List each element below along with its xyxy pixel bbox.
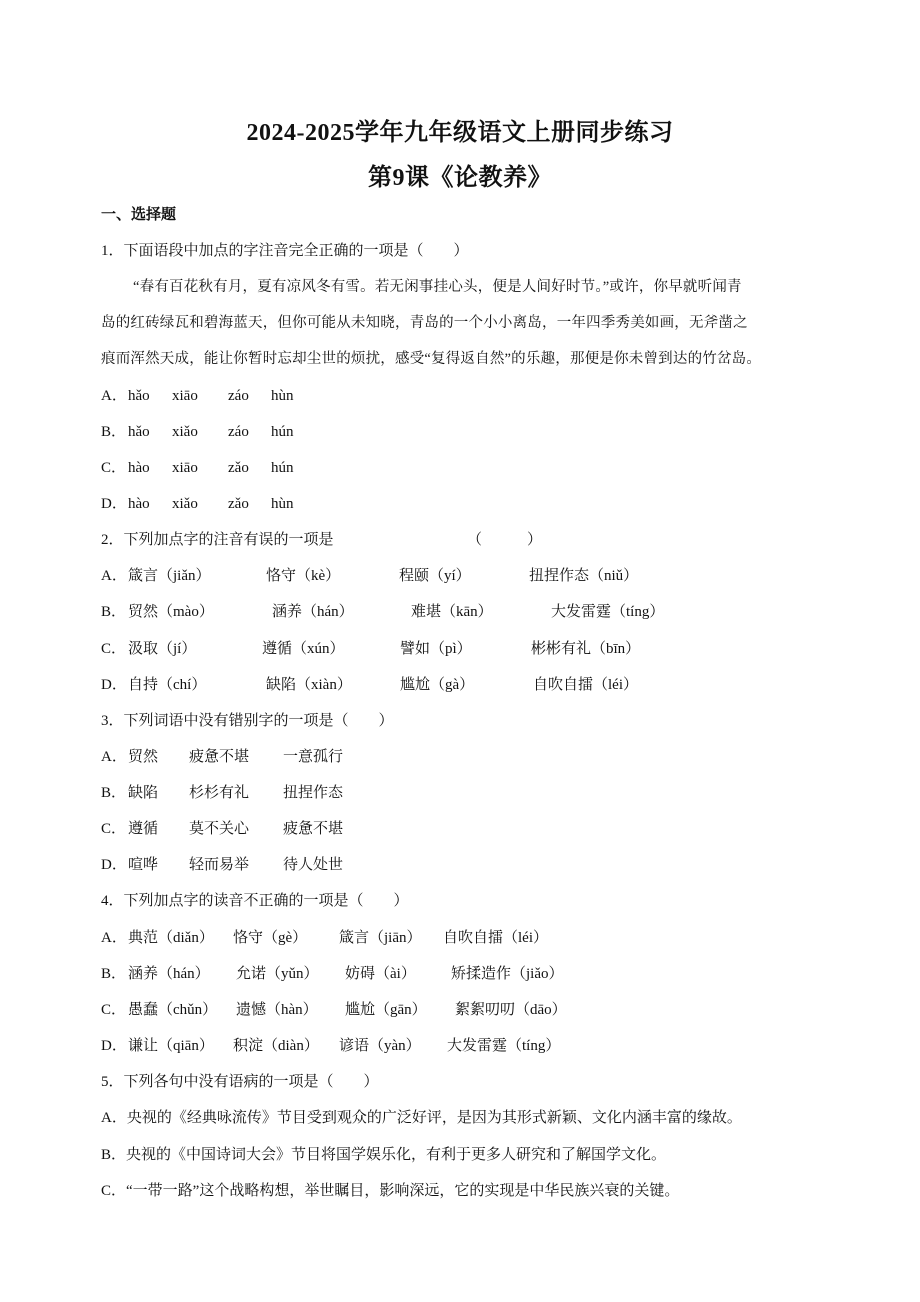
q4-option-b[interactable] bbox=[101, 964, 564, 984]
option-cell: 杉杉有礼 bbox=[189, 785, 250, 801]
option-label: B． bbox=[101, 604, 127, 620]
section-heading: 一、选择题 bbox=[101, 207, 177, 223]
option-cell: 彬彬有礼（bīn） bbox=[531, 641, 641, 657]
option-cell: 恪守（kè） bbox=[266, 568, 341, 584]
q1-option-a[interactable] bbox=[101, 386, 294, 406]
option-cell: 疲惫不堪 bbox=[283, 821, 344, 837]
question-1-stem: 1．下面语段中加点的字注音完全正确的一项是（ ） bbox=[101, 243, 469, 259]
option-cell: 箴言（jiān） bbox=[339, 930, 422, 946]
option-cell: 典范（diǎn） bbox=[128, 930, 214, 946]
q5-option-c[interactable]: C．“一带一路”这个战略构想，举世瞩目，影响深远，它的实现是中华民族兴衰的关键。 bbox=[101, 1183, 680, 1199]
option-cell: záo bbox=[228, 388, 249, 404]
option-cell: 絮絮叨叨（dāo） bbox=[455, 1002, 567, 1018]
q4-option-a[interactable] bbox=[101, 928, 548, 948]
option-cell: 扭捏作态 bbox=[283, 785, 344, 801]
option-cell: 尴尬（gān） bbox=[345, 1002, 427, 1018]
option-cell: 一意孤行 bbox=[283, 749, 344, 765]
option-label: C． bbox=[101, 641, 127, 657]
option-label: A． bbox=[101, 388, 127, 404]
option-label: C． bbox=[101, 1002, 127, 1018]
option-cell: 大发雷霆（tíng） bbox=[447, 1038, 561, 1054]
q3-option-d[interactable] bbox=[101, 855, 344, 875]
option-cell: hǎo bbox=[128, 424, 150, 440]
option-cell: 积淀（diàn） bbox=[233, 1038, 319, 1054]
option-cell: hǎo bbox=[128, 388, 150, 404]
q3-option-a[interactable] bbox=[101, 747, 344, 767]
option-cell: 汲取（jí） bbox=[128, 641, 197, 657]
option-cell: 轻而易举 bbox=[189, 857, 250, 873]
option-cell: 允诺（yǔn） bbox=[236, 966, 319, 982]
option-cell: 遵循 bbox=[128, 821, 159, 837]
q1-option-d[interactable] bbox=[101, 494, 294, 514]
q2-option-a[interactable] bbox=[101, 566, 639, 586]
option-label: C． bbox=[101, 460, 127, 476]
option-label: D． bbox=[101, 857, 127, 873]
document-title: 2024-2025学年九年级语文上册同步练习 bbox=[246, 120, 674, 146]
option-label: B． bbox=[101, 785, 127, 801]
option-cell: 妨碍（ài） bbox=[345, 966, 416, 982]
option-cell: hún bbox=[271, 424, 294, 440]
option-cell: 谚语（yàn） bbox=[339, 1038, 421, 1054]
option-cell: 遵循（xún） bbox=[262, 641, 345, 657]
option-cell: xiāo bbox=[172, 460, 198, 476]
option-cell: 程颐（yí） bbox=[399, 568, 471, 584]
option-label: D． bbox=[101, 677, 127, 693]
option-label: B． bbox=[101, 966, 127, 982]
option-label: A． bbox=[101, 568, 127, 584]
option-cell: 愚蠢（chǔn） bbox=[128, 1002, 218, 1018]
option-cell: 疲惫不堪 bbox=[189, 749, 250, 765]
option-label: A． bbox=[101, 749, 127, 765]
option-cell: 自吹自擂（léi） bbox=[533, 677, 638, 693]
passage-line: “春有百花秋有月，夏有凉风冬有雪。若无闲事挂心头，便是人间好时节。”或许，你早就听闻青 bbox=[133, 279, 742, 295]
option-label: A． bbox=[101, 930, 127, 946]
question-4-stem: 4．下列加点字的读音不正确的一项是（ ） bbox=[101, 893, 409, 909]
option-cell: 贸然 bbox=[128, 749, 159, 765]
q5-option-b[interactable]: B．央视的《中国诗词大会》节目将国学娱乐化，有利于更多人研究和了解国学文化。 bbox=[101, 1147, 667, 1163]
option-cell: 缺陷（xiàn） bbox=[266, 677, 352, 693]
q4-option-c[interactable] bbox=[101, 1000, 567, 1020]
q5-option-a[interactable]: A．央视的《经典咏流传》节目受到观众的广泛好评，是因为其形式新颖、文化内涵丰富的缘故。 bbox=[101, 1110, 742, 1126]
option-cell: hùn bbox=[271, 388, 294, 404]
question-3-stem: 3．下列词语中没有错别字的一项是（ ） bbox=[101, 713, 394, 729]
option-cell: 大发雷霆（tíng） bbox=[551, 604, 665, 620]
option-label: C． bbox=[101, 821, 127, 837]
q1-option-b[interactable] bbox=[101, 422, 294, 442]
option-cell: xiǎo bbox=[172, 424, 198, 440]
option-cell: 箴言（jiǎn） bbox=[128, 568, 211, 584]
lesson-title: 第9课《论教养》 bbox=[368, 165, 552, 191]
question-5-stem: 5．下列各句中没有语病的一项是（ ） bbox=[101, 1074, 379, 1090]
option-label: D． bbox=[101, 1038, 127, 1054]
option-cell: zǎo bbox=[228, 460, 249, 476]
option-cell: 自吹自擂（léi） bbox=[443, 930, 548, 946]
passage-line: 岛的红砖绿瓦和碧海蓝天，但你可能从未知晓，青岛的一个小小离岛，一年四季秀美如画，无斧凿之 bbox=[101, 315, 748, 331]
answer-paren: （ ） bbox=[467, 532, 543, 548]
option-cell: 尴尬（gà） bbox=[400, 677, 475, 693]
option-cell: 缺陷 bbox=[128, 785, 159, 801]
q2-option-c[interactable] bbox=[101, 639, 641, 659]
question-2-stem bbox=[101, 530, 543, 550]
option-cell: xiǎo bbox=[172, 496, 198, 512]
question-text: 2．下列加点字的注音有误的一项是 bbox=[101, 532, 334, 548]
option-cell: hún bbox=[271, 460, 294, 476]
option-cell: 自持（chí） bbox=[128, 677, 207, 693]
option-cell: xiāo bbox=[172, 388, 198, 404]
option-cell: 贸然（mào） bbox=[128, 604, 214, 620]
option-cell: 难堪（kān） bbox=[411, 604, 493, 620]
option-cell: záo bbox=[228, 424, 249, 440]
option-cell: zǎo bbox=[228, 496, 249, 512]
option-cell: 扭捏作态（niǔ） bbox=[529, 568, 639, 584]
option-cell: 喧哗 bbox=[128, 857, 159, 873]
q3-option-c[interactable] bbox=[101, 819, 344, 839]
option-cell: 恪守（gè） bbox=[233, 930, 308, 946]
option-cell: 待人处世 bbox=[283, 857, 344, 873]
option-cell: 涵养（hán） bbox=[272, 604, 354, 620]
option-cell: 譬如（pì） bbox=[400, 641, 472, 657]
option-cell: hùn bbox=[271, 496, 294, 512]
q1-option-c[interactable] bbox=[101, 458, 294, 478]
q4-option-d[interactable] bbox=[101, 1036, 561, 1056]
q2-option-d[interactable] bbox=[101, 675, 638, 695]
option-label: B． bbox=[101, 424, 127, 440]
q3-option-b[interactable] bbox=[101, 783, 344, 803]
passage-line: 痕而浑然天成，能让你暂时忘却尘世的烦扰，感受“复得返自然”的乐趣，那便是你未曾到达的竹岔岛。 bbox=[101, 351, 762, 367]
option-label: D． bbox=[101, 496, 127, 512]
option-cell: 遗憾（hàn） bbox=[236, 1002, 318, 1018]
option-cell: 矫揉造作（jiǎo） bbox=[451, 966, 564, 982]
option-cell: 涵养（hán） bbox=[128, 966, 210, 982]
q2-option-b[interactable] bbox=[101, 602, 665, 622]
option-cell: 莫不关心 bbox=[189, 821, 250, 837]
option-cell: hào bbox=[128, 496, 150, 512]
option-cell: 谦让（qiān） bbox=[128, 1038, 214, 1054]
option-cell: hào bbox=[128, 460, 150, 476]
